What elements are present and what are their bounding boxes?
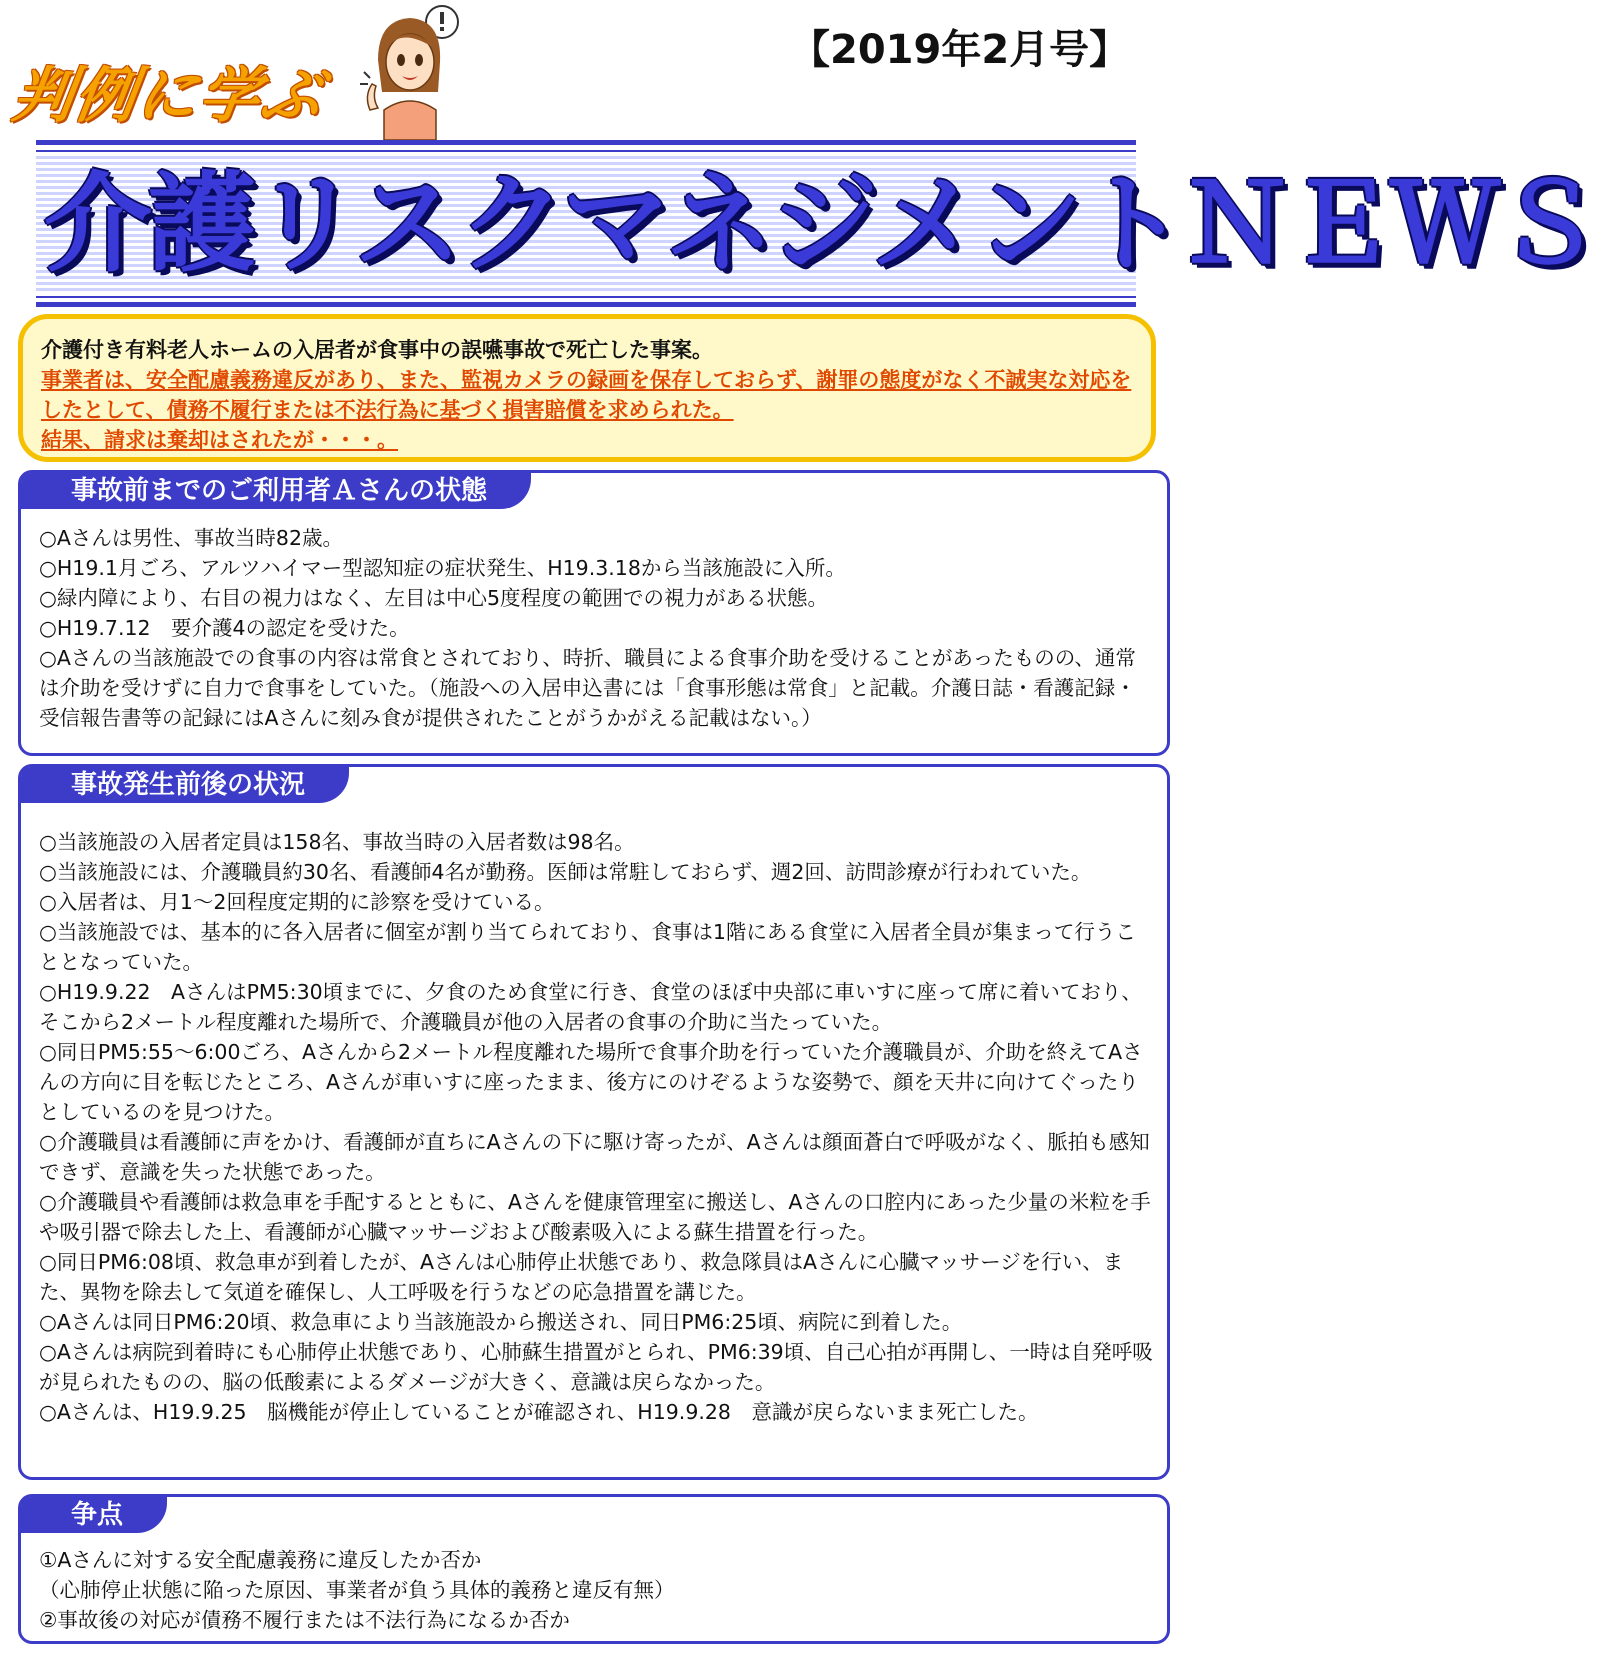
mascot-illustration: [360, 0, 480, 140]
list-item: （心肺停止状態に陥った原因、事業者が負う具体的義務と違反有無）: [39, 1578, 675, 1602]
list-item: ○H19.9.22 AさんはPM5:30頃までに、夕食のため食堂に行き、食堂のほぼ中央部に車いすに座って席に着いており、そこから2メートル程度離れた場所で、介護職員が他の入居者の食事の介助に当たっていた。: [39, 980, 1142, 1034]
list-item: ○H19.1月ごろ、アルツハイマー型認知症の症状発生、H19.3.18から当該施設に入所。: [39, 556, 846, 580]
list-item: ①Aさんに対する安全配慮義務に違反したか否か: [39, 1548, 482, 1572]
list-item: ○同日PM6:08頃、救急車が到着したが、Aさんは心肺停止状態であり、救急隊員はAさんに心臓マッサージを行い、また、異物を除去して気道を確保し、人工呼吸を行うなどの応急措置を講じた。: [39, 1250, 1124, 1304]
list-item: ○Aさんは、H19.9.25 脳機能が停止していることが確認され、H19.9.28 意識が戻らないまま死亡した。: [39, 1400, 1039, 1424]
banner-rule: [36, 150, 1136, 152]
banner-title: 介護リスクマネジメントＮＥＷＳ: [44, 162, 1599, 287]
section-title: 事故発生前後の状況: [21, 767, 349, 803]
list-item: ○当該施設では、基本的に各入居者に個室が割り当てられており、食事は1階にある食堂に入居者全員が集まって行うこととなっていた。: [39, 920, 1136, 974]
list-item: ○緑内障により、右目の視力はなく、左目は中心5度程度の範囲での視力がある状態。: [39, 586, 829, 610]
section-issues: [18, 1494, 1170, 1644]
summary-box: [18, 314, 1156, 462]
section-title: 事故前までのご利用者Ａさんの状態: [21, 473, 531, 509]
list-item: ○Aさんは同日PM6:20頃、救急車により当該施設から搬送され、同日PM6:25頃、病院に到着した。: [39, 1310, 963, 1334]
banner-rule: [36, 296, 1136, 298]
list-item: ○当該施設の入居者定員は158名、事故当時の入居者数は98名。: [39, 830, 635, 854]
summary-lead: 介護付き有料老人ホームの入居者が食事中の誤嚥事故で死亡した事案。: [41, 338, 713, 362]
section-body: [39, 523, 1155, 733]
list-item: ○Aさんは病院到着時にも心肺停止状態であり、心肺蘇生措置がとられ、PM6:39頃、自己心拍が再開し、一時は自発呼吸が見られたものの、脳の低酸素によるダメージが大きく、意識は戻らなかった。: [39, 1340, 1153, 1394]
list-item: ○当該施設には、介護職員約30名、看護師4名が勤務。医師は常駐しておらず、週2回、訪問診療が行われていた。: [39, 860, 1092, 884]
list-item: ○H19.7.12 要介護4の認定を受けた。: [39, 616, 410, 640]
list-item: ○Aさんの当該施設での食事の内容は常食とされており、時折、職員による食事介助を受けることがあったものの、通常は介助を受けずに自力で食事をしていた。（施設への入居申込書には「食事形態は常食」と記載。介護日誌・看護記録・受信報告書等の記録にはAさんに刻み食が提供されたことがうかがえる記載はない。）: [39, 646, 1136, 730]
section-body: [39, 1545, 1155, 1635]
list-item: ○同日PM5:55～6:00ごろ、Aさんから2メートル程度離れた場所で食事介助を行っていた介護職員が、介助を終えてAさんの方向に目を転じたところ、Aさんが車いすに座ったまま、後方にのけぞるような姿勢で、顔を天井に向けてぐったりとしているのを見つけた。: [39, 1040, 1143, 1124]
list-item: ○Aさんは男性、事故当時82歳。: [39, 526, 343, 550]
section-accident-circumstances: [18, 764, 1170, 1480]
section-body: [39, 827, 1155, 1427]
list-item: ○介護職員や看護師は救急車を手配するとともに、Aさんを健康管理室に搬送し、Aさんの口腔内にあった少量の米粒を手や吸引器で除去した上、看護師が心臓マッサージおよび酸素吸入による蘇生措置を行った。: [39, 1190, 1151, 1244]
banner-rule: [36, 140, 1136, 145]
list-item: ○介護職員は看護師に声をかけ、看護師が直ちにAさんの下に駆け寄ったが、Aさんは顔面蒼白で呼吸がなく、脈拍も感知できず、意識を失った状態であった。: [39, 1130, 1150, 1184]
summary-claim: 事業者は、安全配慮義務違反があり、また、監視カメラの録画を保存しておらず、謝罪の態度がなく不誠実な対応をしたとして、債務不履行または不法行為に基づく損害賠償を求められた。: [41, 368, 1132, 422]
summary-result: 結果、請求は棄却はされたが・・・。: [41, 428, 398, 452]
issue-date: 【2019年2月号】: [790, 27, 1130, 73]
section-title: 争点: [21, 1497, 167, 1533]
section-user-condition: [18, 470, 1170, 756]
banner-rule: [36, 302, 1136, 307]
logo-text: 判例に学ぶ: [8, 61, 329, 131]
list-item: ②事故後の対応が債務不履行または不法行為になるか否か: [39, 1608, 570, 1632]
list-item: ○入居者は、月1～2回程度定期的に診察を受けている。: [39, 890, 555, 914]
